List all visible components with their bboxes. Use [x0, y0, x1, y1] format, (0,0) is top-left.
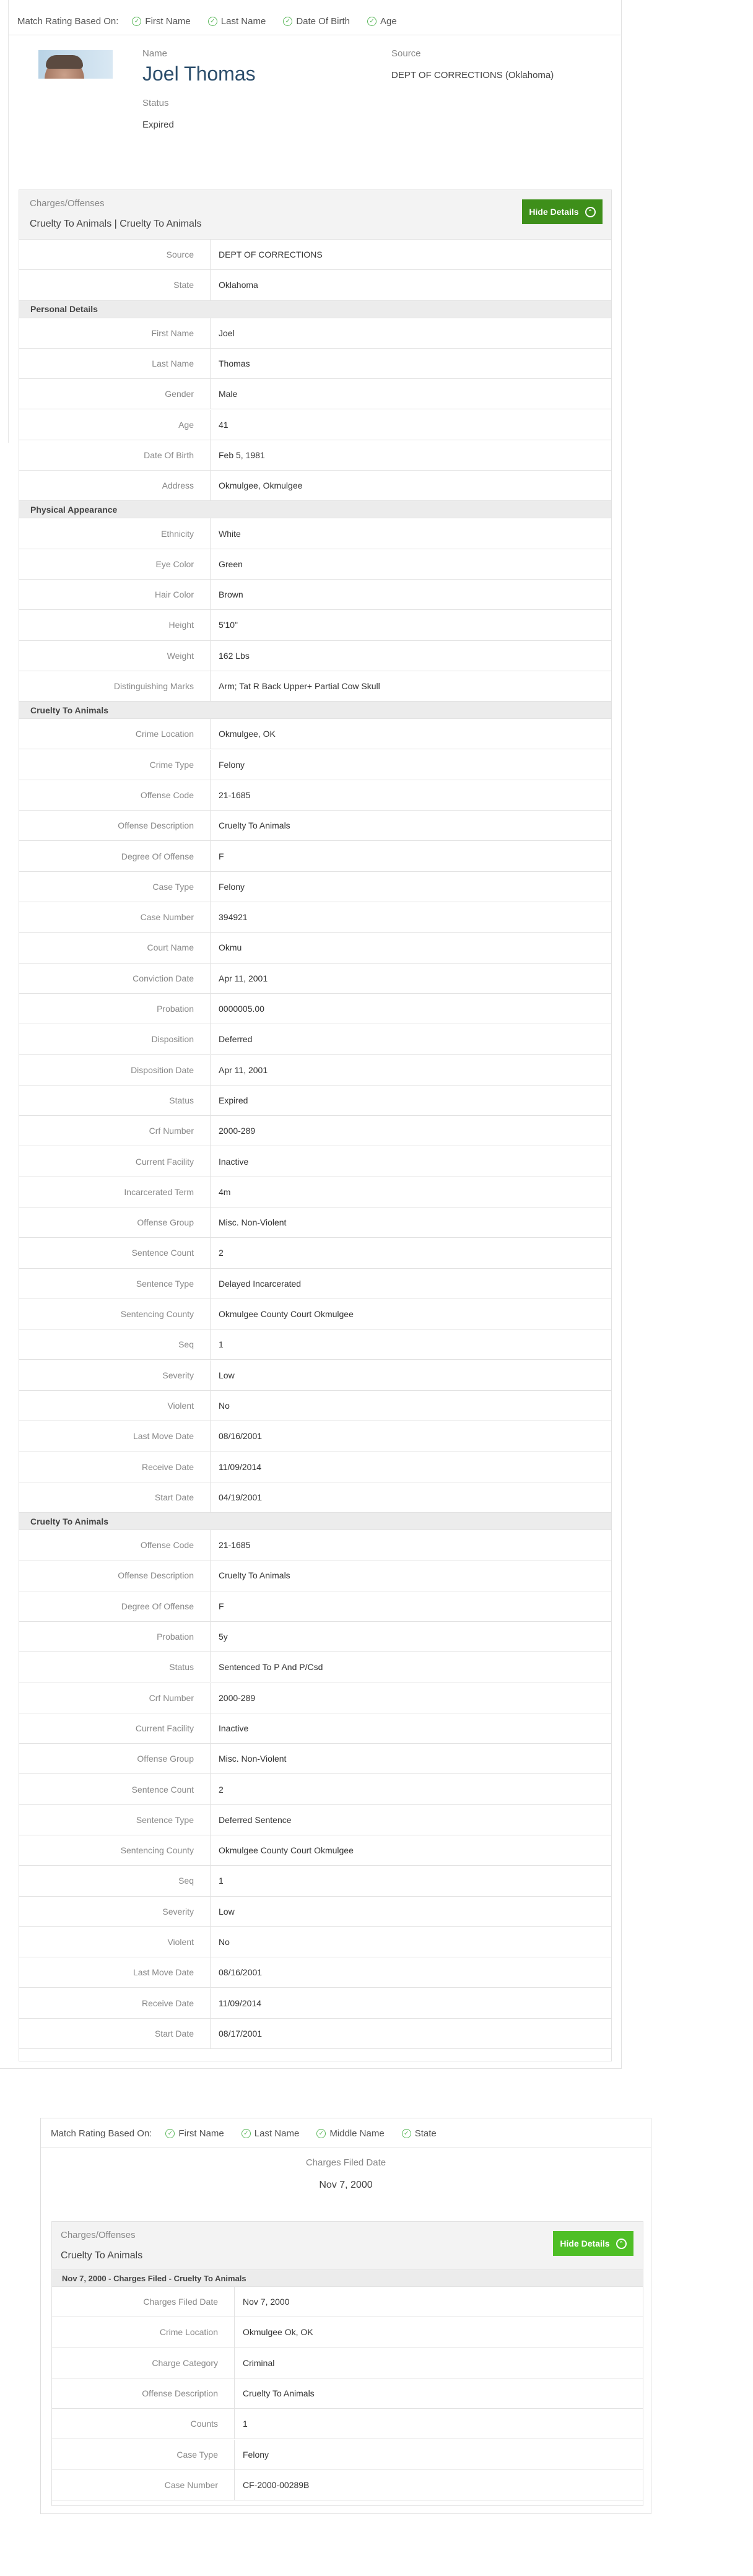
detail-row — [19, 641, 611, 671]
detail-row — [19, 1086, 611, 1116]
detail-row — [19, 872, 611, 902]
detail-label: Court Name — [147, 942, 194, 953]
detail-row — [19, 1269, 611, 1299]
detail-row — [19, 240, 611, 270]
detail-row — [19, 994, 611, 1024]
detail-label: Offense Code — [140, 1540, 194, 1551]
match-rating-row — [17, 16, 414, 27]
detail-label: First Name — [151, 328, 194, 338]
detail-row — [19, 1652, 611, 1682]
detail-label: Receive Date — [141, 1461, 194, 1472]
detail-value: Deferred — [219, 1034, 253, 1045]
detail-label: Sentencing County — [120, 1309, 194, 1320]
detail-label: Offense Description — [118, 1570, 194, 1581]
detail-label: Distinguishing Marks — [113, 681, 194, 692]
detail-label: Hair Color — [154, 590, 194, 600]
detail-row — [19, 549, 611, 580]
detail-row — [19, 471, 611, 501]
detail-row — [19, 719, 611, 749]
match-rating-label: Match Rating Based On: — [51, 2128, 152, 2139]
status-label: Status — [142, 98, 169, 108]
detail-label: Current Facility — [135, 1723, 194, 1733]
detail-label: Offense Group — [137, 1754, 194, 1764]
detail-value: 41 — [219, 419, 229, 430]
detail-value: Okmulgee County Court Okmulgee — [219, 1845, 354, 1856]
detail-label: Offense Description — [142, 2388, 218, 2399]
detail-value: Okmulgee, Okmulgee — [219, 481, 303, 491]
detail-label: Offense Code — [140, 790, 194, 800]
charges-panel — [19, 189, 612, 2061]
detail-label: Charges Filed Date — [143, 2297, 218, 2307]
detail-value: Cruelty To Animals — [219, 1570, 290, 1581]
detail-label: Gender — [165, 389, 194, 399]
detail-label: Crf Number — [149, 1692, 194, 1703]
detail-label: Case Type — [176, 2449, 218, 2460]
match-rating-row — [51, 2128, 454, 2139]
match-rating-label: Match Rating Based On: — [17, 16, 119, 27]
detail-value: 5'10" — [219, 620, 238, 630]
detail-row — [19, 1299, 611, 1329]
detail-value: Apr 11, 2001 — [219, 1064, 268, 1075]
detail-label: Seq — [178, 1876, 194, 1886]
detail-label: Crime Location — [159, 2327, 218, 2338]
source-value: DEPT OF CORRECTIONS (Oklahoma) — [391, 70, 554, 80]
match-criterion: ✓ Last Name — [242, 2128, 300, 2139]
detail-value: Apr 11, 2001 — [219, 973, 268, 983]
detail-label: Sentence Count — [131, 1248, 194, 1258]
detail-label: Ethnicity — [161, 528, 194, 539]
detail-label: Case Type — [152, 881, 194, 892]
detail-row — [19, 1957, 611, 1988]
detail-row — [19, 964, 611, 994]
detail-row — [19, 518, 611, 549]
check-circle-icon: ✓ — [367, 17, 376, 26]
detail-label: Probation — [157, 1004, 194, 1014]
detail-value: Felony — [219, 759, 245, 770]
detail-label: Probation — [157, 1632, 194, 1642]
detail-label: Last Move Date — [133, 1967, 194, 1978]
detail-value: DEPT OF CORRECTIONS — [219, 250, 323, 260]
chevron-up-icon: ⌃ — [616, 2239, 627, 2249]
detail-label: Charge Category — [152, 2357, 218, 2368]
check-circle-icon: ✓ — [283, 17, 292, 26]
detail-value: 1 — [219, 1876, 224, 1886]
charges-title: Charges/Offenses — [61, 2230, 136, 2240]
detail-label: Disposition Date — [131, 1064, 194, 1075]
detail-label: State — [173, 280, 194, 290]
detail-label: Date Of Birth — [144, 450, 194, 460]
detail-label: Degree Of Offense — [121, 1601, 194, 1611]
detail-value: 21-1685 — [219, 1540, 251, 1551]
check-circle-icon: ✓ — [242, 2129, 251, 2138]
record-card-2 — [40, 2118, 651, 2514]
detail-row — [19, 1866, 611, 1896]
detail-label: Seq — [178, 1339, 194, 1350]
card-side-border — [0, 0, 9, 443]
detail-row — [52, 2287, 643, 2317]
detail-value: Nov 7, 2000 — [243, 2297, 290, 2307]
detail-value: 4m — [219, 1186, 231, 1197]
detail-row — [19, 1835, 611, 1866]
detail-row — [52, 2378, 643, 2409]
chevron-up-icon: ⌃ — [585, 207, 596, 217]
detail-row — [52, 2440, 643, 2470]
detail-label: Counts — [190, 2419, 218, 2429]
detail-row — [19, 1116, 611, 1146]
detail-row — [19, 1897, 611, 1927]
detail-value: Arm; Tat R Back Upper+ Partial Cow Skull — [219, 681, 380, 692]
detail-value: Okmulgee, OK — [219, 729, 276, 739]
detail-row — [19, 1391, 611, 1421]
detail-row — [19, 1482, 611, 1513]
detail-value: No — [219, 1937, 230, 1947]
detail-value: 2000-289 — [219, 1692, 256, 1703]
detail-label: Severity — [162, 1370, 194, 1380]
match-criterion: ✓ First Name — [165, 2128, 224, 2139]
detail-row — [19, 1560, 611, 1591]
detail-value: Thomas — [219, 359, 250, 369]
detail-value: 394921 — [219, 912, 248, 923]
detail-value: F — [219, 1601, 224, 1611]
detail-value: CF-2000-00289B — [243, 2479, 310, 2490]
detail-value: Misc. Non-Violent — [219, 1754, 287, 1764]
hide-details-button[interactable]: Hide Details ⌃ — [553, 2231, 633, 2256]
detail-row — [19, 1927, 611, 1957]
match-criterion: ✓ Middle Name — [316, 2128, 384, 2139]
detail-value: Brown — [219, 590, 243, 600]
detail-label: Severity — [162, 1906, 194, 1917]
detail-value: Inactive — [219, 1156, 249, 1167]
detail-value: Okmu — [219, 942, 242, 953]
detail-label: Last Move Date — [133, 1431, 194, 1442]
section-offense: Cruelty To Animals — [19, 702, 611, 719]
detail-label: Disposition — [151, 1034, 194, 1045]
detail-label: Last Name — [152, 359, 194, 369]
charges-filed-date-label: Charges Filed Date — [305, 2157, 386, 2168]
section-personal-details: Personal Details — [19, 301, 611, 318]
detail-row — [19, 318, 611, 349]
detail-value: White — [219, 528, 241, 539]
detail-value: Felony — [219, 881, 245, 892]
detail-label: Sentence Type — [136, 1278, 194, 1289]
detail-label: Start Date — [154, 1492, 194, 1502]
check-circle-icon: ✓ — [402, 2129, 411, 2138]
detail-value: Inactive — [219, 1723, 249, 1733]
detail-value: 21-1685 — [219, 790, 251, 800]
detail-row — [19, 1024, 611, 1055]
detail-row — [19, 1238, 611, 1268]
charges-panel — [51, 2221, 643, 2506]
detail-label: Weight — [167, 650, 194, 661]
detail-label: Sentencing County — [120, 1845, 194, 1856]
detail-row — [19, 349, 611, 379]
detail-label: Age — [178, 419, 194, 430]
detail-row — [19, 780, 611, 811]
detail-label: Degree Of Offense — [121, 851, 194, 861]
detail-value: Green — [219, 559, 243, 569]
detail-value: Low — [219, 1370, 235, 1380]
status-value: Expired — [142, 120, 174, 130]
detail-value: Cruelty To Animals — [243, 2388, 315, 2399]
detail-value: Low — [219, 1906, 235, 1917]
check-circle-icon: ✓ — [132, 17, 141, 26]
detail-row — [19, 440, 611, 471]
section-physical-appearance: Physical Appearance — [19, 501, 611, 518]
detail-label: Crf Number — [149, 1126, 194, 1136]
detail-value: 2 — [219, 1784, 224, 1795]
charges-subtitle: Cruelty To Animals | Cruelty To Animals — [30, 219, 202, 229]
detail-row — [19, 841, 611, 871]
person-name[interactable]: Joel Thomas — [142, 63, 256, 85]
detail-label: Violent — [167, 1937, 194, 1947]
detail-label: Conviction Date — [133, 973, 194, 983]
name-label: Name — [142, 48, 168, 59]
detail-value: Male — [219, 389, 238, 399]
charges-filed-date-value: Nov 7, 2000 — [319, 2180, 373, 2190]
detail-row — [19, 410, 611, 440]
detail-value: Cruelty To Animals — [219, 820, 290, 831]
detail-row — [19, 1713, 611, 1744]
detail-row — [19, 1774, 611, 1804]
match-criterion: ✓ Last Name — [208, 16, 266, 27]
match-criterion: ✓ First Name — [132, 16, 190, 27]
detail-value: 08/17/2001 — [219, 2028, 263, 2039]
detail-row — [19, 1683, 611, 1713]
detail-value: Criminal — [243, 2357, 275, 2368]
detail-row — [19, 1744, 611, 1774]
detail-row — [19, 1055, 611, 1086]
charges-panel-header — [19, 190, 611, 240]
detail-row — [19, 671, 611, 702]
detail-label: Source — [166, 250, 194, 260]
detail-value: Misc. Non-Violent — [219, 1217, 287, 1228]
detail-row — [19, 750, 611, 780]
hide-details-button[interactable]: Hide Details ⌃ — [522, 199, 603, 224]
check-circle-icon: ✓ — [316, 2129, 326, 2138]
detail-row — [19, 933, 611, 963]
detail-value: 162 Lbs — [219, 650, 250, 661]
detail-label: Sentence Type — [136, 1814, 194, 1825]
detail-label: Eye Color — [155, 559, 194, 569]
detail-row — [19, 1329, 611, 1360]
detail-row — [19, 610, 611, 640]
detail-value: 08/16/2001 — [219, 1431, 263, 1442]
detail-label: Status — [169, 1095, 194, 1105]
detail-row — [19, 1591, 611, 1622]
detail-value: Oklahoma — [219, 280, 258, 290]
detail-row — [19, 1451, 611, 1482]
match-criterion: ✓ Age — [367, 16, 397, 27]
detail-value: Deferred Sentence — [219, 1814, 292, 1825]
detail-value: 5y — [219, 1632, 228, 1642]
detail-label: Incarcerated Term — [124, 1186, 194, 1197]
detail-value: 11/09/2014 — [219, 1998, 262, 2008]
detail-label: Current Facility — [135, 1156, 194, 1167]
section-offense: Cruelty To Animals — [19, 1513, 611, 1530]
detail-row — [52, 2409, 643, 2439]
detail-label: Sentence Count — [131, 1784, 194, 1795]
detail-row — [52, 2317, 643, 2348]
detail-row — [19, 580, 611, 610]
check-circle-icon: ✓ — [165, 2129, 175, 2138]
detail-label: Case Number — [140, 912, 194, 923]
detail-row — [19, 270, 611, 300]
detail-value: 08/16/2001 — [219, 1967, 263, 1978]
detail-row — [19, 1622, 611, 1652]
charges-subtitle: Cruelty To Animals — [61, 2250, 143, 2261]
detail-label: Crime Type — [149, 759, 194, 770]
detail-label: Status — [169, 1662, 194, 1673]
detail-value: Okmulgee County Court Okmulgee — [219, 1309, 354, 1320]
detail-label: Case Number — [164, 2479, 218, 2490]
detail-row — [19, 811, 611, 841]
match-criterion: ✓ Date Of Birth — [283, 16, 350, 27]
detail-row — [19, 379, 611, 409]
detail-row — [19, 1177, 611, 1208]
detail-value: 11/09/2014 — [219, 1461, 262, 1472]
match-criterion: ✓ State — [402, 2128, 437, 2139]
detail-row — [52, 2348, 643, 2378]
detail-value: 0000005.00 — [219, 1004, 264, 1014]
detail-row — [19, 1146, 611, 1177]
detail-value: No — [219, 1400, 230, 1411]
detail-row — [52, 2470, 643, 2500]
source-label: Source — [391, 48, 421, 59]
detail-row — [19, 1988, 611, 2019]
detail-row — [19, 1208, 611, 1238]
detail-value: Expired — [219, 1095, 248, 1105]
detail-row — [19, 1530, 611, 1560]
charges-panel-header — [52, 2222, 643, 2270]
charge-banner: Nov 7, 2000 - Charges Filed - Cruelty To Animals — [52, 2270, 643, 2287]
detail-value: Sentenced To P And P/Csd — [219, 1662, 323, 1673]
charges-title: Charges/Offenses — [30, 198, 105, 209]
detail-label: Offense Description — [118, 820, 194, 831]
detail-label: Start Date — [154, 2028, 194, 2039]
detail-label: Offense Group — [137, 1217, 194, 1228]
detail-row — [19, 2019, 611, 2049]
detail-value: 2000-289 — [219, 1126, 256, 1136]
detail-row — [19, 1360, 611, 1391]
detail-value: 04/19/2001 — [219, 1492, 263, 1502]
detail-value: Okmulgee Ok, OK — [243, 2327, 313, 2338]
detail-value: 1 — [219, 1339, 224, 1350]
detail-label: Address — [162, 481, 194, 491]
detail-value: 1 — [243, 2419, 248, 2429]
detail-row — [19, 1805, 611, 1835]
detail-label: Violent — [167, 1400, 194, 1411]
detail-label: Height — [168, 620, 194, 630]
detail-value: Delayed Incarcerated — [219, 1278, 302, 1289]
detail-value: Joel — [219, 328, 235, 338]
detail-value: F — [219, 851, 224, 861]
avatar — [38, 50, 113, 79]
detail-value: Felony — [243, 2449, 269, 2460]
detail-value: Feb 5, 1981 — [219, 450, 265, 460]
check-circle-icon: ✓ — [208, 17, 217, 26]
detail-label: Receive Date — [141, 1998, 194, 2008]
detail-label: Crime Location — [135, 729, 194, 739]
detail-row — [19, 1421, 611, 1451]
detail-value: 2 — [219, 1248, 224, 1258]
detail-row — [19, 902, 611, 933]
